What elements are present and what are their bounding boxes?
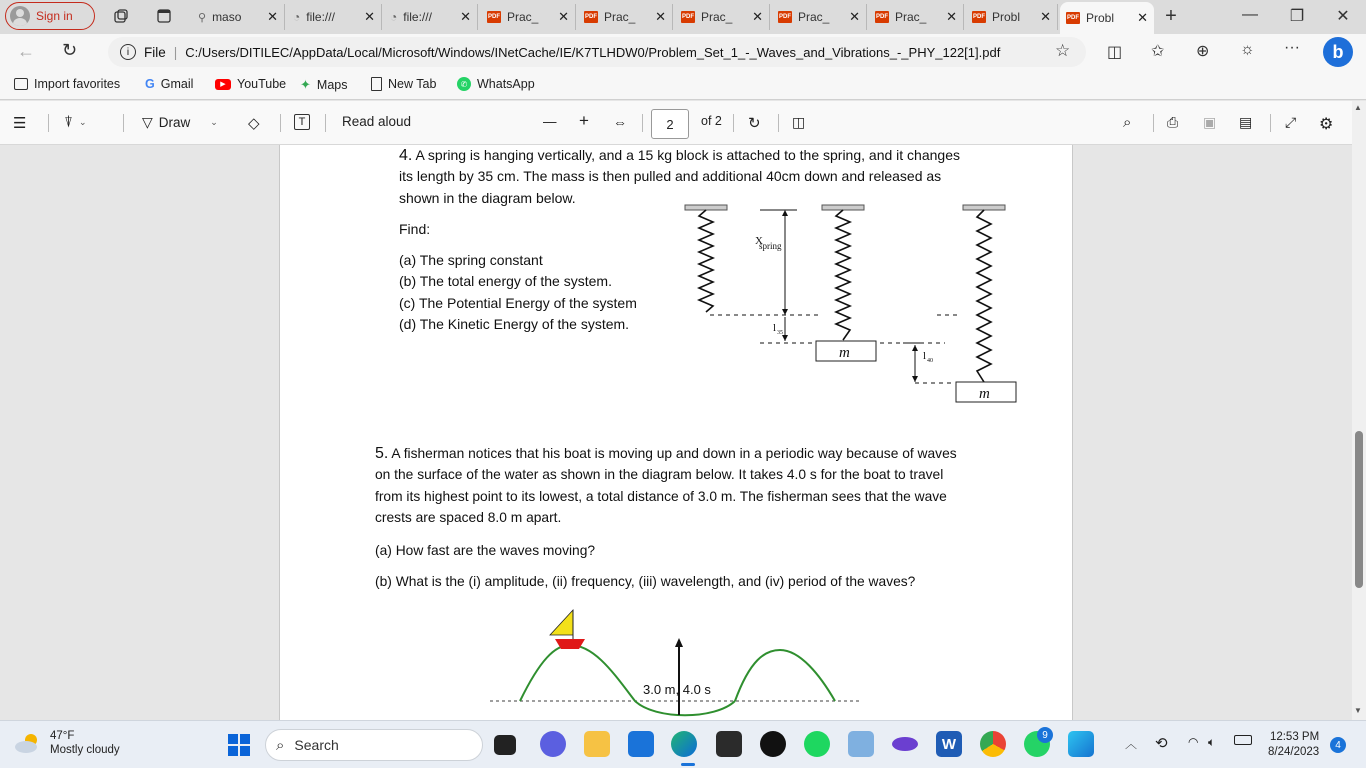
tab-0[interactable] [192, 4, 285, 30]
taskbar [0, 720, 1366, 768]
close-icon[interactable]: ✕ [460, 9, 471, 24]
favorite-label: Gmail [160, 77, 194, 91]
scrollbar-thumb[interactable] [1355, 431, 1363, 588]
pdf-toolbar [0, 101, 1366, 145]
refresh-icon[interactable]: ↻ [62, 40, 78, 60]
q5-number: 5. [375, 445, 389, 462]
chevron-up-icon[interactable]: ︿ [1125, 737, 1138, 751]
q5-line: on the surface of the water as shown in the diagram below. It takes 4.0 s for the boat to travel [375, 467, 944, 483]
highlight-tool[interactable] [64, 114, 87, 131]
tab-9-active[interactable] [1060, 2, 1154, 34]
info-icon[interactable]: i [120, 44, 136, 60]
favorite-star-icon[interactable]: ☆ [1055, 41, 1071, 60]
pdf-viewer [0, 145, 1352, 720]
youtube-icon: ▶ [215, 79, 231, 90]
tab-label: file:/// [306, 10, 335, 24]
url-text[interactable]: C:/Users/DITILEC/AppData/Local/Microsoft/Windows/INetCache/IE/K7TLHDW0/Problem_Set_1_-_Waves_and_Vibrations_-_PHY_122[1].pdf [185, 44, 1001, 60]
maps-icon: ✦ [300, 77, 311, 92]
pdf-page [279, 145, 1073, 720]
find-label: Find: [399, 221, 431, 237]
chrome-icon[interactable] [980, 731, 1006, 757]
pdf-icon: PDF [1066, 12, 1080, 24]
photos-icon[interactable] [1068, 731, 1094, 757]
file-explorer-icon[interactable] [584, 731, 610, 757]
find-search-icon[interactable]: ⌕ [1123, 114, 1132, 131]
mass-label: m [839, 345, 850, 361]
close-icon[interactable]: ✕ [655, 9, 666, 24]
edge-browser-icon[interactable] [671, 731, 697, 757]
tab-1[interactable] [287, 4, 382, 30]
tab-8[interactable] [966, 4, 1058, 30]
favorite-youtube[interactable] [215, 77, 286, 91]
text-tool-icon[interactable]: T [294, 114, 310, 130]
toolbar-divider [123, 114, 124, 132]
q5-line: from its highest point to its lowest, a total distance of 3.0 m. The fisherman sees that the wave [375, 488, 947, 504]
settings-gear-icon[interactable]: ⚙ [1319, 116, 1334, 133]
windows-start-icon[interactable] [228, 734, 250, 756]
chevron-down-icon: ⌄ [79, 117, 87, 127]
draw-label: Draw [158, 115, 191, 130]
sign-in-label: Sign in [36, 9, 73, 23]
tab-actions-icon[interactable] [155, 7, 173, 25]
tab-label: Prac_ [604, 10, 636, 24]
tab-label: Probl [992, 10, 1021, 24]
extensions-icon[interactable]: ☼ [1240, 41, 1255, 58]
store-icon[interactable] [716, 731, 742, 757]
q4-number: 4. [399, 147, 413, 164]
tab-7[interactable] [869, 4, 964, 30]
weather-widget[interactable] [14, 729, 120, 757]
page-number-input[interactable]: 2 [651, 109, 689, 139]
tab-2[interactable] [384, 4, 478, 30]
favorite-new-tab[interactable] [371, 77, 436, 91]
avatar-icon [10, 6, 30, 26]
tab-3[interactable] [481, 4, 576, 30]
l35-subscript: 35 [777, 330, 783, 336]
close-icon[interactable]: ✕ [558, 9, 569, 24]
toolbar-divider [733, 114, 734, 132]
mass-label: m [979, 386, 990, 402]
pen-icon: ▽ [142, 114, 153, 130]
q5-line: crests are spaced 8.0 m apart. [375, 509, 562, 525]
l35-label: l [773, 322, 777, 334]
clock-date: 8/24/2023 [1268, 746, 1320, 758]
more-menu-icon[interactable]: ··· [1284, 39, 1300, 56]
q4-part-c: (c) The Potential Energy of the system [399, 294, 637, 311]
sync-icon[interactable]: ⟲ [1155, 735, 1168, 752]
scroll-down-icon[interactable]: ▼ [1354, 706, 1362, 715]
toolbar-divider [48, 114, 49, 132]
chevron-down-icon: ⌄ [210, 117, 218, 127]
collections-icon[interactable]: ⊕ [1196, 43, 1210, 60]
wave-measure-label: 3.0 m, 4.0 s [643, 682, 711, 697]
toolbar-divider [325, 114, 326, 132]
tab-6[interactable] [772, 4, 867, 30]
whatsapp-icon: ✆ [457, 77, 471, 91]
q4-line: A spring is hanging vertically, and a 15 kg block is attached to the spring, and it changes [412, 147, 960, 163]
full-screen-icon[interactable]: ⤢ [1285, 114, 1297, 130]
q5-part-b: (b) What is the (i) amplitude, (ii) frequency, (iii) wavelength, and (iv) period of the waves? [375, 574, 916, 589]
q4-part-a: (a) The spring constant [399, 252, 543, 268]
active-app-indicator [681, 763, 695, 766]
close-icon[interactable]: ✕ [267, 9, 278, 24]
draw-tool[interactable] [142, 114, 218, 131]
close-icon[interactable]: ✕ [752, 9, 763, 24]
toolbar-divider [778, 114, 779, 132]
scheme-label: File [144, 44, 166, 60]
battery-icon[interactable] [1234, 735, 1252, 745]
notes-icon[interactable] [848, 731, 874, 757]
close-icon[interactable]: ✕ [1137, 10, 1148, 25]
mail-icon[interactable] [628, 731, 654, 757]
q4-subquestions [399, 250, 659, 335]
new-tab-plus-icon[interactable]: + [1165, 5, 1177, 27]
spotify-icon[interactable] [804, 731, 830, 757]
tab-5[interactable] [675, 4, 770, 30]
favorite-maps[interactable] [300, 77, 347, 93]
q4-line: its length by 35 cm. The mass is then pulled and additional 40cm down and released as [399, 168, 942, 185]
page-view-icon[interactable]: ◫ [792, 114, 806, 130]
search-icon: ⚲ [198, 11, 207, 24]
toolbar-divider [280, 114, 281, 132]
page-total: of 2 [701, 114, 722, 128]
save-icon[interactable]: ▣ [1203, 114, 1217, 130]
infinity-app-icon[interactable] [892, 737, 918, 751]
tab-bar [0, 0, 1366, 34]
favorite-label: WhatsApp [477, 77, 535, 91]
favorites-bar [0, 70, 1366, 100]
favorite-whatsapp[interactable] [457, 77, 535, 91]
q5-text [375, 443, 995, 528]
close-window-icon[interactable]: ✕ [1336, 8, 1350, 25]
clock[interactable] [1268, 730, 1319, 760]
tab-4[interactable] [578, 4, 673, 30]
import-icon [14, 78, 28, 90]
tab-label: file:/// [403, 10, 432, 24]
x-spring-subscript: spring [759, 241, 782, 251]
wave-diagram [485, 605, 875, 720]
taskbar-search[interactable] [265, 729, 483, 761]
address-bar-row [0, 34, 1366, 70]
pdf-icon: PDF [487, 11, 501, 23]
eraser-icon[interactable]: ◇ [248, 115, 260, 132]
toolbar-divider [1153, 114, 1154, 132]
print-icon[interactable]: ⎙ [1167, 114, 1179, 130]
notification-badge[interactable]: 4 [1330, 737, 1346, 753]
google-icon: G [145, 77, 155, 91]
pdf-icon: PDF [778, 11, 792, 23]
scroll-up-icon[interactable]: ▲ [1354, 103, 1362, 112]
spring-diagram [675, 200, 1035, 410]
favorite-label: Maps [316, 78, 348, 92]
l40-label: l [923, 350, 927, 362]
chat-icon[interactable] [540, 731, 566, 757]
zoom-in-button[interactable]: + [579, 111, 589, 130]
tab-label: maso [212, 10, 242, 24]
search-label: Search [294, 737, 339, 753]
volume-icon[interactable]: 🔈︎ [1208, 735, 1216, 749]
q4-line: shown in the diagram below. [399, 189, 576, 206]
tiktok-icon[interactable] [760, 731, 786, 757]
tab-label: Prac_ [507, 10, 539, 24]
address-divider: | [173, 44, 178, 60]
toolbar-divider [1270, 114, 1271, 132]
word-icon[interactable]: W [936, 731, 962, 757]
weather-desc: Mostly cloudy [50, 744, 120, 756]
favorite-import[interactable] [14, 77, 120, 91]
sign-in-button[interactable] [5, 2, 95, 30]
close-icon[interactable]: ✕ [364, 9, 375, 24]
pdf-icon: PDF [681, 11, 695, 23]
workspaces-icon[interactable] [112, 7, 130, 25]
back-arrow-icon[interactable]: ← [17, 41, 35, 61]
close-icon[interactable]: ✕ [1040, 9, 1051, 24]
restore-icon[interactable]: ❐ [1289, 8, 1305, 25]
tab-label: Probl [1086, 11, 1115, 25]
tab-label: Prac_ [895, 10, 927, 24]
x-spring-label: X [755, 235, 763, 247]
rotate-icon[interactable]: ↻ [748, 115, 761, 132]
tab-label: Prac_ [798, 10, 830, 24]
toolbar-divider [642, 114, 643, 132]
q4-part-d: (d) The Kinetic Energy of the system. [399, 315, 630, 332]
vertical-scrollbar[interactable] [1352, 101, 1366, 720]
pdf-icon: PDF [584, 11, 598, 23]
clock-time: 12:53 PM [1269, 731, 1320, 743]
close-icon[interactable]: ✕ [946, 9, 957, 24]
weather-temp: 47°F [50, 730, 75, 742]
favorite-label: YouTube [237, 77, 287, 91]
read-aloud-button[interactable] [342, 114, 411, 129]
q5-part-a: (a) How fast are the waves moving? [375, 543, 596, 558]
favorites-list-icon[interactable]: ✩ [1151, 43, 1165, 60]
l40-subscript: 40 [927, 358, 933, 364]
fit-width-icon[interactable]: ⇔ [613, 114, 627, 130]
favorite-label: Import favorites [34, 77, 121, 91]
search-icon: ⌕ [276, 736, 285, 754]
minimize-icon[interactable]: — [1242, 6, 1258, 23]
zoom-out-button[interactable]: — [543, 114, 557, 129]
file-icon: ◔ [390, 10, 398, 24]
task-view-icon[interactable] [494, 735, 516, 755]
highlighter-icon: ⍒ [64, 114, 74, 131]
cloud-sun-icon [14, 732, 42, 754]
whatsapp-badge: 9 [1037, 727, 1053, 743]
favorite-label: New Tab [388, 77, 437, 91]
read-aloud-label: Read aloud [342, 114, 412, 129]
q5-line: A fisherman notices that his boat is moving up and down in a periodic way because of waves [388, 446, 957, 461]
q4-part-b: (b) The total energy of the system. [399, 273, 612, 290]
close-icon[interactable]: ✕ [849, 9, 860, 24]
address-field[interactable] [108, 37, 1086, 67]
page-icon [371, 77, 382, 91]
favorite-gmail[interactable] [145, 77, 193, 91]
contents-list-icon[interactable]: ☰ [13, 115, 27, 132]
save-as-icon[interactable]: ▤ [1239, 114, 1253, 130]
tab-label: Prac_ [701, 10, 733, 24]
pdf-icon: PDF [972, 11, 986, 23]
file-icon: ◔ [293, 10, 301, 24]
split-screen-icon[interactable]: ◫ [1107, 44, 1123, 61]
bing-copilot-icon[interactable]: b [1323, 37, 1353, 67]
wifi-icon[interactable]: ◠ [1188, 735, 1199, 749]
pdf-icon: PDF [875, 11, 889, 23]
